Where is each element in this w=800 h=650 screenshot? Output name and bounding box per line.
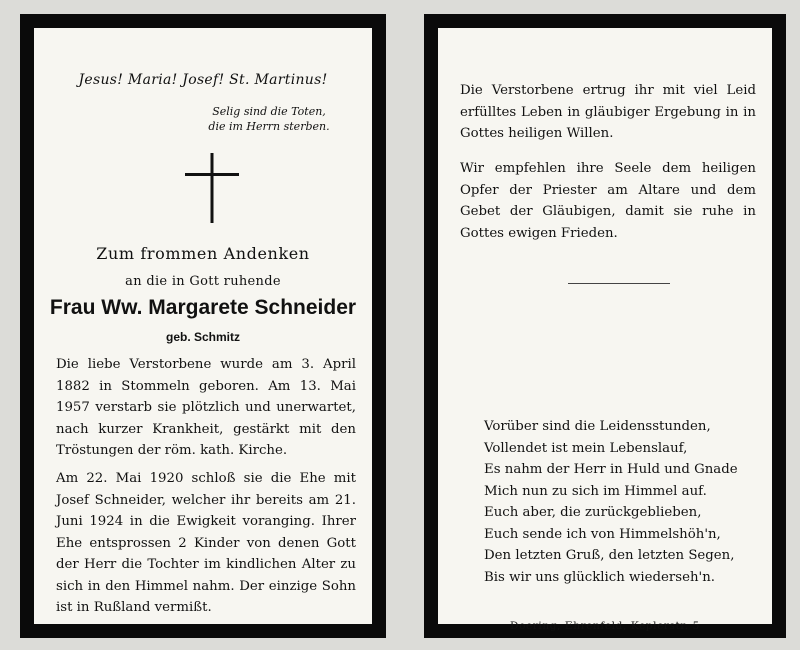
latin-cross-icon bbox=[185, 153, 239, 223]
poem-line: Euch aber, die zurückgeblieben, bbox=[484, 505, 702, 520]
biography-paragraph-2: Am 22. Mai 1920 schloß sie die Ehe mit Josef Schneider, welcher ihr bereits am 21. Juni 1924 in die Ewigkeit voranging. Ihrer Ehe entsprossen 2 Kinder von denen Gott der Herr die Tochter im kindlichen Alter zu sich in den Himmel nahm. Der einzige Sohn ist in Rußland vermißt. bbox=[56, 471, 356, 615]
printer-imprint: Doering, Ehrenfeld, Keplerstr. 5 bbox=[510, 620, 700, 632]
deceased-name: Frau Ww. Margarete Schneider bbox=[49, 296, 357, 319]
poem-line: Bis wir uns glücklich wiederseh'n. bbox=[484, 569, 715, 585]
poem-line: Mich nun zu sich im Himmel auf. bbox=[484, 483, 707, 499]
suffering-paragraph: Die Verstorbene ertrug ihr mit viel Leid erfülltes Leben in gläubiger Ergebung in in Gottes heiligen Willen. bbox=[460, 83, 756, 141]
left-card-page bbox=[34, 28, 372, 624]
beatitude-verse bbox=[194, 104, 344, 134]
biography-paragraph-1: Die liebe Verstorbene wurde am 3. April 1882 in Stommeln geboren. Am 13. Mai 1957 verstarb sie plötzlich und unerwartet, nach kurzer Krankheit, gestärkt mit den Tröstungen der röm. kath. Kirche. bbox=[56, 357, 356, 458]
maiden-name: geb. Schmitz bbox=[165, 330, 240, 344]
poem-line: Es nahm der Herr in Huld und Gnade bbox=[484, 462, 738, 477]
beatitude-line-2: die im Herrn sterben. bbox=[208, 120, 330, 133]
prayer-paragraph: Wir empfehlen ihre Seele dem heiligen Opfer der Priester am Altare und dem Gebet der Gläubigen, damit sie ruhe in Gottes ewigen Frieden. bbox=[460, 161, 756, 241]
beatitude-line-1: Selig sind die Toten, bbox=[212, 105, 326, 118]
memorial-subheading: an die in Gott ruhende bbox=[125, 274, 281, 289]
divider-rule bbox=[568, 283, 670, 284]
poem-line: Euch sende ich von Himmelshöh'n, bbox=[484, 526, 721, 542]
right-card-mourning-border bbox=[424, 14, 786, 638]
left-card-mourning-border bbox=[20, 14, 386, 638]
invocation-line: Jesus! Maria! Josef! St. Martinus! bbox=[78, 72, 328, 88]
poem-line: Den letzten Gruß, den letzten Segen, bbox=[484, 548, 735, 563]
poem-line: Vorüber sind die Leidensstunden, bbox=[484, 419, 711, 434]
farewell-poem bbox=[484, 416, 764, 588]
right-card-page bbox=[438, 28, 772, 632]
memorial-heading: Zum frommen Andenken bbox=[96, 244, 310, 263]
poem-line: Vollendet ist mein Lebenslauf, bbox=[484, 440, 688, 456]
cross-horizontal-beam bbox=[185, 173, 239, 176]
cross-vertical-beam bbox=[211, 153, 214, 223]
